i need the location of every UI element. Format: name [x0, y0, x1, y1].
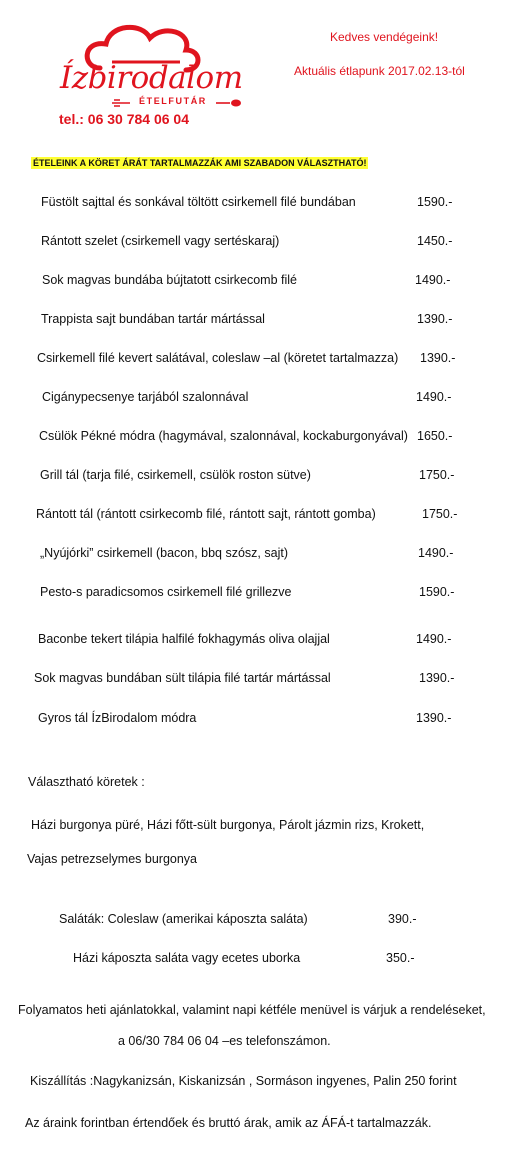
sides-line: Házi burgonya püré, Házi főtt-sült burgonya, Párolt jázmin rizs, Krokett, — [31, 818, 425, 832]
menu-item-name: Grill tál (tarja filé, csirkemell, csülök roston sütve) — [40, 468, 311, 482]
menu-item-price: 1390.- — [416, 711, 452, 725]
menu-item-name: Füstölt sajttal és sonkával töltött csirkemell filé bundában — [41, 195, 356, 209]
salad-name: Saláták: Coleslaw (amerikai káposzta saláta) — [59, 912, 308, 926]
menu-item-name: Csirkemell filé kevert salátával, coleslaw –al (köretet tartalmazza) — [37, 351, 399, 365]
delivery-info: Kiszállítás :Nagykanizsán, Kiskanizsán , Sormáson ingyenes, Palin 250 forint — [30, 1074, 457, 1088]
notice-banner: ÉTELEINK A KÖRET ÁRÁT TARTALMAZZÁK AMI SZABADON VÁLASZTHATÓ! — [33, 158, 367, 168]
menu-item-price: 1750.- — [419, 468, 455, 482]
menu-item-name: „Nyújórki” csirkemell (bacon, bbq szósz, sajt) — [40, 546, 288, 560]
salad-name: Házi káposzta saláta vagy ecetes uborka — [73, 951, 301, 965]
logo-phone: tel.: 06 30 784 06 04 — [59, 111, 189, 127]
footer-offer: Folyamatos heti ajánlatokkal, valamint napi kétféle menüvel is várjuk a rendeléseket, — [18, 1003, 486, 1017]
menu-item-name: Sok magvas bundában sült tilápia filé tartár mártással — [34, 671, 331, 685]
menu-item-price: 1750.- — [422, 507, 458, 521]
salad-price: 350.- — [386, 951, 415, 965]
menu-date: Aktuális étlapunk 2017.02.13-tól — [294, 64, 465, 78]
footer-phone: a 06/30 784 06 04 –es telefonszámon. — [118, 1034, 331, 1048]
menu-item-name: Pesto-s paradicsomos csirkemell filé grillezve — [40, 585, 292, 599]
logo-subtitle: ÉTELFUTÁR — [139, 96, 207, 106]
menu-item-price: 1650.- — [417, 429, 453, 443]
menu-item-price: 1490.- — [416, 390, 452, 404]
prices-note: Az áraink forintban értendőek és bruttó árak, amik az ÁFÁ-t tartalmazzák. — [25, 1116, 432, 1130]
menu-item-price: 1390.- — [419, 671, 455, 685]
menu-item-name: Trappista sajt bundában tartár mártással — [41, 312, 265, 326]
menu-item-name: Rántott szelet (csirkemell vagy sertéskaraj) — [41, 234, 280, 248]
menu-item-price: 1490.- — [418, 546, 454, 560]
menu-item-name: Csülök Pékné módra (hagymával, szalonnával, kockaburgonyával) — [39, 429, 408, 443]
menu-item-name: Rántott tál (rántott csirkecomb filé, rántott sajt, rántott gomba) — [36, 507, 376, 521]
fork-icon — [112, 98, 132, 108]
menu-item-price: 1590.- — [419, 585, 455, 599]
menu-item-price: 1490.- — [415, 273, 451, 287]
logo-wordmark: Ízbirodalom — [60, 60, 243, 96]
spoon-icon — [216, 98, 242, 108]
menu-item-price: 1390.- — [420, 351, 456, 365]
menu-item-price: 1390.- — [417, 312, 453, 326]
menu-item-price: 1490.- — [416, 632, 452, 646]
sides-line: Vajas petrezselymes burgonya — [27, 852, 197, 866]
menu-item-price: 1590.- — [417, 195, 453, 209]
menu-item-name: Gyros tál ÍzBirodalom módra — [38, 711, 197, 725]
menu-item-name: Baconbe tekert tilápia halfilé fokhagymás oliva olajjal — [38, 632, 330, 646]
menu-item-name: Sok magvas bundába bújtatott csirkecomb filé — [42, 273, 297, 287]
menu-item-price: 1450.- — [417, 234, 453, 248]
logo — [52, 18, 242, 130]
menu-item-name: Cigánypecsenye tarjából szalonnával — [42, 390, 249, 404]
greeting: Kedves vendégeink! — [330, 30, 439, 44]
salad-price: 390.- — [388, 912, 417, 926]
sides-heading: Választható köretek : — [28, 775, 145, 789]
